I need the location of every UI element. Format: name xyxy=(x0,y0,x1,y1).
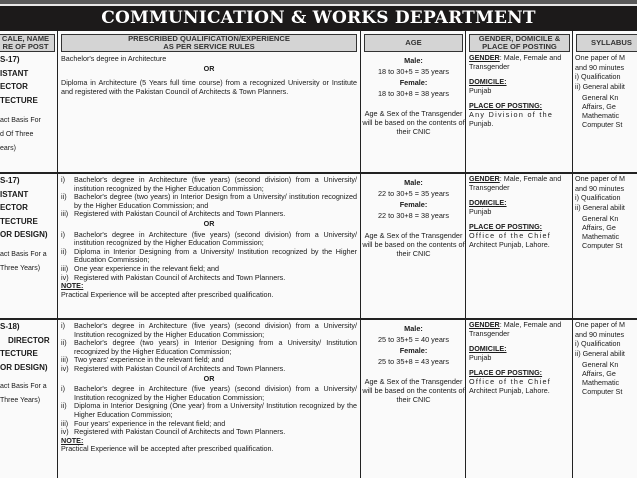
age-male-label: Male: xyxy=(404,324,423,333)
age-female-label: Female: xyxy=(399,78,428,87)
age-male-value: 22 to 30+5 = 35 years xyxy=(378,189,449,198)
header-qualification-line2: AS PER SERVICE RULES xyxy=(163,42,255,51)
post-name-line: ECTOR xyxy=(0,82,28,92)
syllabus-line: General Kn xyxy=(582,213,619,223)
posting-label: PLACE OF POSTING: xyxy=(469,368,543,378)
qualification-item xyxy=(61,428,357,437)
syllabus-line: i) Qualification xyxy=(575,71,621,81)
post-name-line: ISTANT xyxy=(0,189,29,199)
syllabus-line: Affairs, Ge xyxy=(582,101,616,111)
item-text: Bachelor's degree (two years) in Interior Designing from a University/ Institution recognized by the Higher Education Commission; xyxy=(74,338,357,356)
post-name-line: TECTURE xyxy=(0,349,38,359)
item-number: i) xyxy=(61,384,65,394)
header-gdp-line1: GENDER, DOMICILE & xyxy=(478,34,561,43)
post-name-line: DIRECTOR xyxy=(8,335,50,345)
gender-label: GENDER xyxy=(469,321,500,329)
item-text: Registered with Pakistan Council of Architects and Town Planners. xyxy=(74,209,286,219)
gender-domicile-cell xyxy=(469,321,571,395)
domicile-label: DOMICILE: xyxy=(469,344,507,354)
item-text: Bachelor's degree in Architecture (five years) (second division) from a University/ institution recognized by the Higher Education Commission; xyxy=(74,229,357,248)
item-text: Two years' experience in the relevant field; and xyxy=(74,355,224,365)
item-number: iv) xyxy=(61,427,69,437)
item-number: iii) xyxy=(61,418,69,428)
post-contract-line: act Basis For xyxy=(0,117,41,125)
domicile-value: Punjab xyxy=(469,352,492,362)
or-separator: OR xyxy=(203,63,215,73)
post-contract-line: act Basis For a xyxy=(0,383,47,391)
syllabus-line: One paper of M xyxy=(575,175,625,183)
age-male-label: Male: xyxy=(404,56,423,65)
post-name-line: OR DESIGN) xyxy=(0,362,48,372)
qualification-item xyxy=(61,385,357,402)
item-text: One year experience in the relevant field; and xyxy=(74,263,220,273)
syllabus-line: General Kn xyxy=(582,359,619,369)
syllabus-line: Affairs, Ge xyxy=(582,222,616,232)
domicile-label: DOMICILE: xyxy=(469,77,507,87)
note-label: NOTE: xyxy=(61,281,84,291)
item-text: Four years' experience in the relevant field; and xyxy=(74,418,226,428)
qualification-cell xyxy=(61,176,357,299)
item-text: Registered with Pakistan Council of Architects and Town Planners. xyxy=(74,363,286,373)
item-text: Bachelor's degree (two years) in Interior Design from a University/ institution recognized by the Higher Education Commission; and xyxy=(74,192,357,210)
syllabus-cell xyxy=(575,321,637,396)
post-cell-assistant-director-architecture xyxy=(0,53,57,155)
syllabus-line: ii) General abilit xyxy=(575,82,625,91)
post-name-line: ECTOR xyxy=(0,203,28,213)
syllabus-line: Computer St xyxy=(582,240,623,250)
syllabus-line: and 90 minutes xyxy=(575,329,625,339)
or-separator: OR xyxy=(203,373,215,383)
posting-value-rest: Punjab. xyxy=(469,118,494,128)
gender-domicile-cell xyxy=(469,54,571,128)
header-qualification xyxy=(61,34,357,52)
age-male-label: Male: xyxy=(404,178,423,187)
qualification-cell xyxy=(61,322,357,454)
age-female-label: Female: xyxy=(399,346,428,355)
syllabus-line: General Kn xyxy=(582,92,619,102)
qualification-item xyxy=(61,402,357,419)
gender-label: GENDER xyxy=(469,54,500,62)
age-female-label: Female: xyxy=(399,200,428,209)
posting-value: Any Division of the xyxy=(469,109,554,119)
qualification-item xyxy=(61,193,357,210)
posting-label: PLACE OF POSTING: xyxy=(469,222,543,232)
syllabus-line: Mathematic xyxy=(582,231,620,241)
qualification-item xyxy=(61,365,357,374)
age-female-value: 22 to 30+8 = 38 years xyxy=(378,211,449,220)
syllabus-line: ii) General abilit xyxy=(575,203,625,212)
syllabus-line: ii) General abilit xyxy=(575,349,625,358)
age-cell xyxy=(362,177,465,258)
syllabus-line: and 90 minutes xyxy=(575,62,625,72)
syllabus-cell xyxy=(575,54,637,129)
post-name-line: OR DESIGN) xyxy=(0,230,48,240)
age-transgender-note: Age & Sex of the Transgender will be based on the contents of their CNIC xyxy=(362,231,465,258)
qualification-item xyxy=(61,210,357,219)
syllabus-cell xyxy=(575,175,637,250)
item-text: Diploma in Interior Designing (One year) from a University/ Institution recognized by the Higher Education Commission; xyxy=(74,401,357,419)
item-text: Bachelor's degree in Architecture (five years) (second division) from a University/ Institution recognized by the Higher Education Commission; xyxy=(74,322,357,339)
age-female-value: 25 to 35+8 = 43 years xyxy=(378,357,449,366)
posting-value-rest: Architect Punjab, Lahore. xyxy=(469,239,550,249)
item-number: iii) xyxy=(61,263,69,273)
age-transgender-note: Age & Sex of the Transgender will be based on the contents of their CNIC xyxy=(362,377,465,404)
item-text: Bachelor's degree in Architecture (five years) (second division) from a University/ Institution recognized by the Higher Education Commission; xyxy=(74,384,357,402)
qualification-item xyxy=(61,176,357,193)
syllabus-line: Computer St xyxy=(582,386,623,396)
domicile-value: Punjab xyxy=(469,206,492,216)
header-qualification-line1: PRESCRIBED QUALIFICATION/EXPERIENCE xyxy=(128,34,290,43)
syllabus-line: One paper of M xyxy=(575,54,625,62)
header-post xyxy=(0,34,55,52)
age-cell xyxy=(362,55,465,136)
age-cell xyxy=(362,323,465,404)
item-number: ii) xyxy=(61,401,67,411)
gender-value: : Male, Female and Transgender xyxy=(469,321,562,338)
syllabus-line: and 90 minutes xyxy=(575,183,625,193)
age-male-value: 25 to 35+5 = 40 years xyxy=(378,335,449,344)
post-name-line: TECTURE xyxy=(0,216,38,226)
item-number: iii) xyxy=(61,209,69,219)
qualification-item xyxy=(61,322,357,339)
qualification-item xyxy=(61,274,357,283)
gender-value: : Male, Female and Transgender xyxy=(469,54,562,71)
posting-value: Office of the Chief xyxy=(469,230,552,240)
syllabus-line: Mathematic xyxy=(582,377,620,387)
item-text: Diploma in Interior Designing from a University/ Institution recognized by the Higher Education Commission; xyxy=(74,246,357,265)
post-contract-line: Three Years) xyxy=(0,396,41,404)
item-number: i) xyxy=(61,322,65,330)
item-number: iv) xyxy=(61,363,69,373)
post-scale: S-17) xyxy=(0,55,20,64)
syllabus-line: i) Qualification xyxy=(575,192,621,202)
item-text: Registered with Pakistan Council of Architects and Town Planners. xyxy=(74,272,286,282)
header-age: AGE xyxy=(364,34,463,52)
syllabus-line: Mathematic xyxy=(582,110,620,120)
qualification-item xyxy=(61,231,357,248)
post-scale: S-17) xyxy=(0,176,20,185)
item-number: ii) xyxy=(61,246,67,256)
header-post-line2: RE OF POST xyxy=(2,42,49,51)
item-number: i) xyxy=(61,176,65,184)
qualification-option-b: Diploma in Architecture (5 Years full time course) from a recognized University or Institute and registered with the Pakistan Council of Architects & Town Planners. xyxy=(61,78,357,96)
post-name-line: TECTURE xyxy=(0,95,38,105)
syllabus-line: i) Qualification xyxy=(575,338,621,348)
domicile-label: DOMICILE: xyxy=(469,198,507,208)
posting-label: PLACE OF POSTING: xyxy=(469,101,543,111)
item-text: Registered with Pakistan Council of Architects and Town Planners. xyxy=(74,427,286,437)
note-text: Practical Experience will be accepted after prescribed qualification. xyxy=(61,289,274,299)
post-cell-assistant-director-interior xyxy=(0,174,57,275)
header-syllabus: SYLLABUS xyxy=(576,34,637,52)
post-contract-line: act Basis For a xyxy=(0,250,47,258)
age-transgender-note: Age & Sex of the Transgender will be based on the contents of their CNIC xyxy=(362,109,465,136)
domicile-value: Punjab xyxy=(469,85,492,95)
header-post-line1: CALE, NAME xyxy=(1,34,50,43)
note-text: Practical Experience will be accepted after prescribed qualification. xyxy=(61,444,274,454)
note-label: NOTE: xyxy=(61,435,84,445)
gender-value: : Male, Female and Transgender xyxy=(469,175,562,192)
header-gdp-line2: PLACE OF POSTING xyxy=(482,42,557,51)
item-number: ii) xyxy=(61,338,67,348)
syllabus-line: Computer St xyxy=(582,119,623,129)
item-number: ii) xyxy=(61,192,67,202)
row-divider xyxy=(0,318,637,320)
item-text: Bachelor's degree in Architecture (five years) (second division) from a University/ institution recognized by the Higher Education Commission; xyxy=(74,176,357,193)
job-advertisement-table xyxy=(0,31,637,478)
item-number: iv) xyxy=(61,272,69,282)
post-cell-deputy-director-interior xyxy=(0,320,57,408)
posting-value-rest: Architect Punjab, Lahore. xyxy=(469,385,550,395)
row-divider xyxy=(0,172,637,174)
age-female-value: 18 to 30+8 = 38 years xyxy=(378,89,449,98)
post-name-line: ISTANT xyxy=(0,68,29,78)
qualification-item xyxy=(61,339,357,356)
posting-value: Office of the Chief xyxy=(469,376,552,386)
qualification-cell xyxy=(61,55,357,96)
header-gender-domicile xyxy=(469,34,570,52)
department-title-banner: COMMUNICATION & WORKS DEPARTMENT xyxy=(0,6,637,31)
syllabus-line: One paper of M xyxy=(575,321,625,329)
item-number: i) xyxy=(61,229,65,239)
syllabus-line: Affairs, Ge xyxy=(582,368,616,378)
post-contract-line: ears) xyxy=(0,144,16,152)
gender-domicile-cell xyxy=(469,175,571,249)
post-scale: S-18) xyxy=(0,322,20,331)
item-number: iii) xyxy=(61,355,69,365)
qualification-option-a: Bachelor's degree in Architecture xyxy=(61,55,167,63)
post-contract-line: Three Years) xyxy=(0,264,41,272)
or-separator: OR xyxy=(203,218,215,228)
gender-label: GENDER xyxy=(469,175,500,183)
post-contract-line: d Of Three xyxy=(0,130,34,138)
age-male-value: 18 to 30+5 = 35 years xyxy=(378,67,449,76)
qualification-item xyxy=(61,248,357,265)
